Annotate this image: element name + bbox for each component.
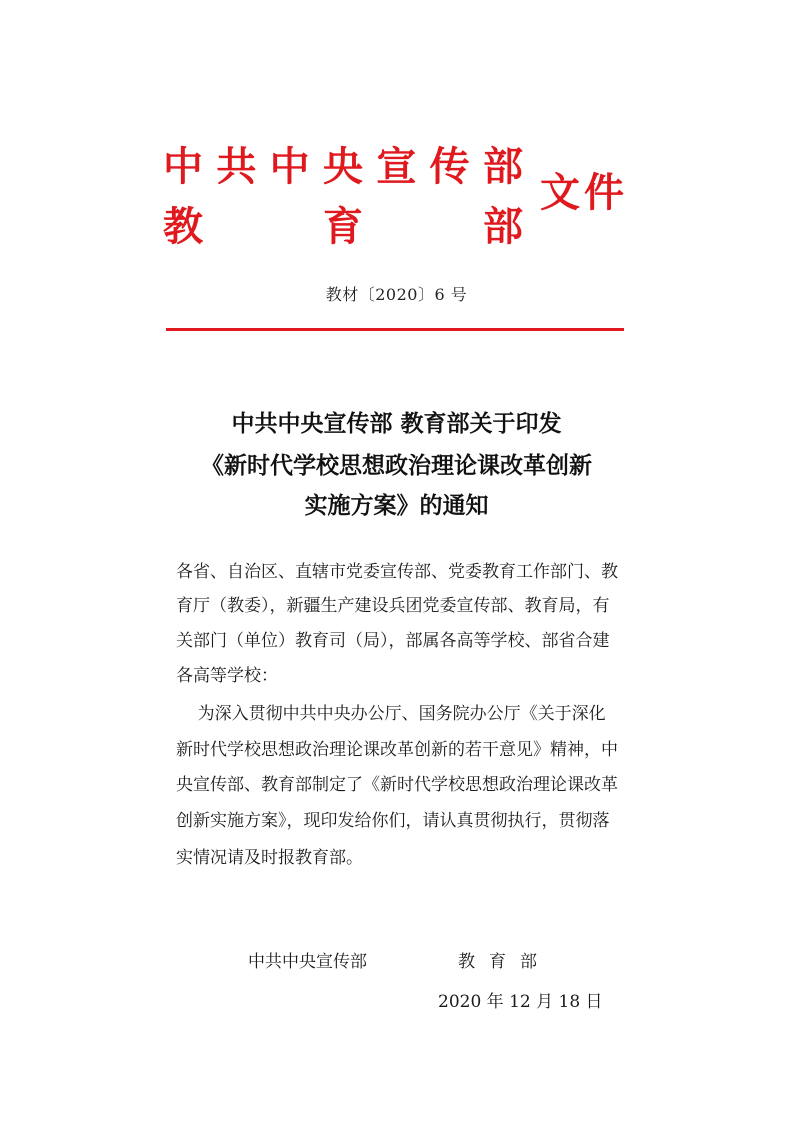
body-line: 各省、自治区、直辖市党委宣传部、党委教育工作部门、教 [176, 562, 618, 582]
masthead-char: 中 [269, 143, 310, 190]
masthead-char: 中 [163, 143, 203, 190]
masthead-char: 件 [584, 169, 624, 216]
masthead-char: 育 [323, 203, 363, 250]
title-line-2: 《新时代学校思想政治理论课改革创新 [201, 452, 592, 479]
title-line-3: 实施方案》的通知 [304, 492, 489, 519]
masthead-char: 宣 [376, 143, 417, 190]
body-line: 育厅（教委），新疆生产建设兵团党委宣传部、教育局，有 [176, 596, 610, 616]
signature-org-2: 教育部 [458, 952, 551, 972]
signature-date: 2020 年 12 月 18 日 [438, 992, 603, 1012]
masthead-char: 传 [429, 143, 470, 190]
body-line: 实情况请及时报教育部。 [176, 848, 363, 868]
masthead-char: 部 [483, 203, 523, 250]
body-line: 关部门（单位）教育司（局），部属各高等学校、部省合建 [176, 631, 610, 651]
masthead-char: 部 [482, 143, 523, 190]
title-line-1: 中共中央宣传部 教育部关于印发 [231, 410, 562, 437]
body-line: 创新实施方案》，现印发给你们，请认真贯彻执行，贯彻落 [176, 811, 610, 831]
document-number: 教材〔2020〕6 号 [325, 285, 468, 304]
masthead-char: 央 [322, 143, 363, 190]
signature-org-1: 中共中央宣传部 [248, 952, 367, 972]
red-divider [166, 328, 624, 331]
body-line: 央宣传部、教育部制定了《新时代学校思想政治理论课改革 [176, 775, 618, 795]
body-line: 各高等学校： [176, 666, 278, 686]
body-line: 新时代学校思想政治理论课改革创新的若干意见》精神，中 [176, 740, 618, 760]
masthead-char: 教 [163, 203, 203, 250]
masthead-line-2 [163, 202, 523, 252]
masthead-line-1 [163, 142, 523, 192]
masthead-char: 共 [216, 143, 257, 190]
masthead-suffix [540, 168, 624, 218]
masthead-char: 文 [540, 169, 580, 216]
body-line: 为深入贯彻中共中央办公厅、国务院办公厅《关于深化 [176, 704, 606, 724]
